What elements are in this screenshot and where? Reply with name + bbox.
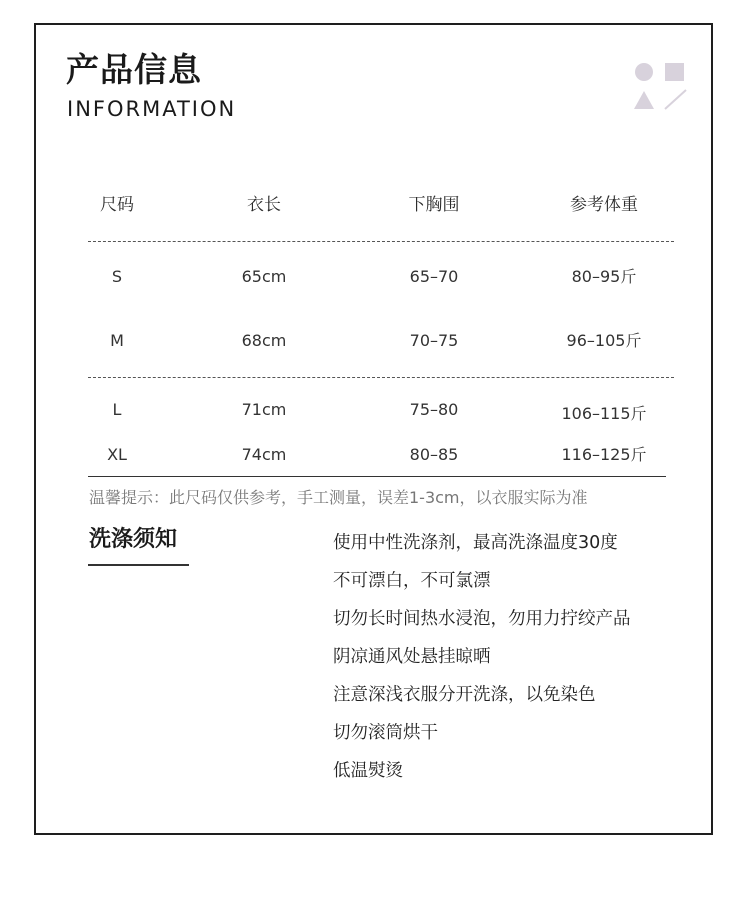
- table-bottom-divider: [88, 476, 666, 477]
- list-item: 不可漂白，不可氯漂: [333, 571, 491, 591]
- weight-cell: 80–95斤: [571, 267, 637, 286]
- table-row: [88, 440, 674, 470]
- dashed-divider: [88, 241, 674, 242]
- header-weight: 参考体重: [570, 195, 638, 215]
- underbust-cell: 65–70: [409, 267, 459, 286]
- table-row: [88, 395, 674, 425]
- header-length: 衣长: [247, 195, 281, 215]
- table-header-row: [88, 190, 674, 220]
- triangle-shape-icon: [634, 91, 654, 109]
- list-item: 阴凉通风处悬挂晾晒: [333, 647, 491, 667]
- weight-cell: 116–125斤: [561, 445, 647, 464]
- list-item: 切勿滚筒烘干: [333, 723, 438, 743]
- square-shape-icon: [665, 63, 684, 81]
- underbust-cell: 75–80: [409, 400, 459, 419]
- size-cell: L: [112, 400, 122, 419]
- size-cell: XL: [107, 445, 127, 464]
- wash-instructions-title: 洗涤须知: [89, 527, 178, 552]
- table-row: [88, 262, 674, 292]
- table-row: [88, 326, 674, 356]
- underbust-cell: 70–75: [409, 331, 459, 350]
- page-subtitle: INFORMATION: [67, 97, 237, 121]
- weight-cell: 106–115斤: [561, 404, 647, 423]
- size-tip-note: 温馨提示：此尺码仅供参考，手工测量，误差1-3cm，以衣服实际为准: [89, 488, 588, 507]
- header-size: 尺码: [100, 195, 134, 215]
- underbust-cell: 80–85: [409, 445, 459, 464]
- weight-cell: 96–105斤: [566, 331, 642, 350]
- size-cell: S: [111, 267, 123, 286]
- length-cell: 74cm: [241, 445, 287, 464]
- list-item: 低温熨烫: [333, 761, 403, 781]
- page-title: 产品信息: [66, 50, 202, 89]
- slash-shape-icon: [665, 90, 686, 109]
- list-item: 切勿长时间热水浸泡，勿用力拧绞产品: [333, 609, 631, 629]
- geometric-shapes-logo-icon: [633, 61, 689, 113]
- list-item: 使用中性洗涤剂，最高洗涤温度30度: [333, 533, 618, 553]
- length-cell: 71cm: [241, 400, 287, 419]
- length-cell: 65cm: [241, 267, 287, 286]
- dashed-divider: [88, 377, 674, 378]
- wash-title-underline: [88, 564, 189, 566]
- header-underbust: 下胸围: [408, 195, 460, 215]
- wash-instructions-list: [333, 524, 631, 790]
- length-cell: 68cm: [241, 331, 287, 350]
- size-cell: M: [110, 331, 124, 350]
- list-item: 注意深浅衣服分开洗涤，以免染色: [333, 685, 596, 705]
- circle-shape-icon: [635, 63, 653, 81]
